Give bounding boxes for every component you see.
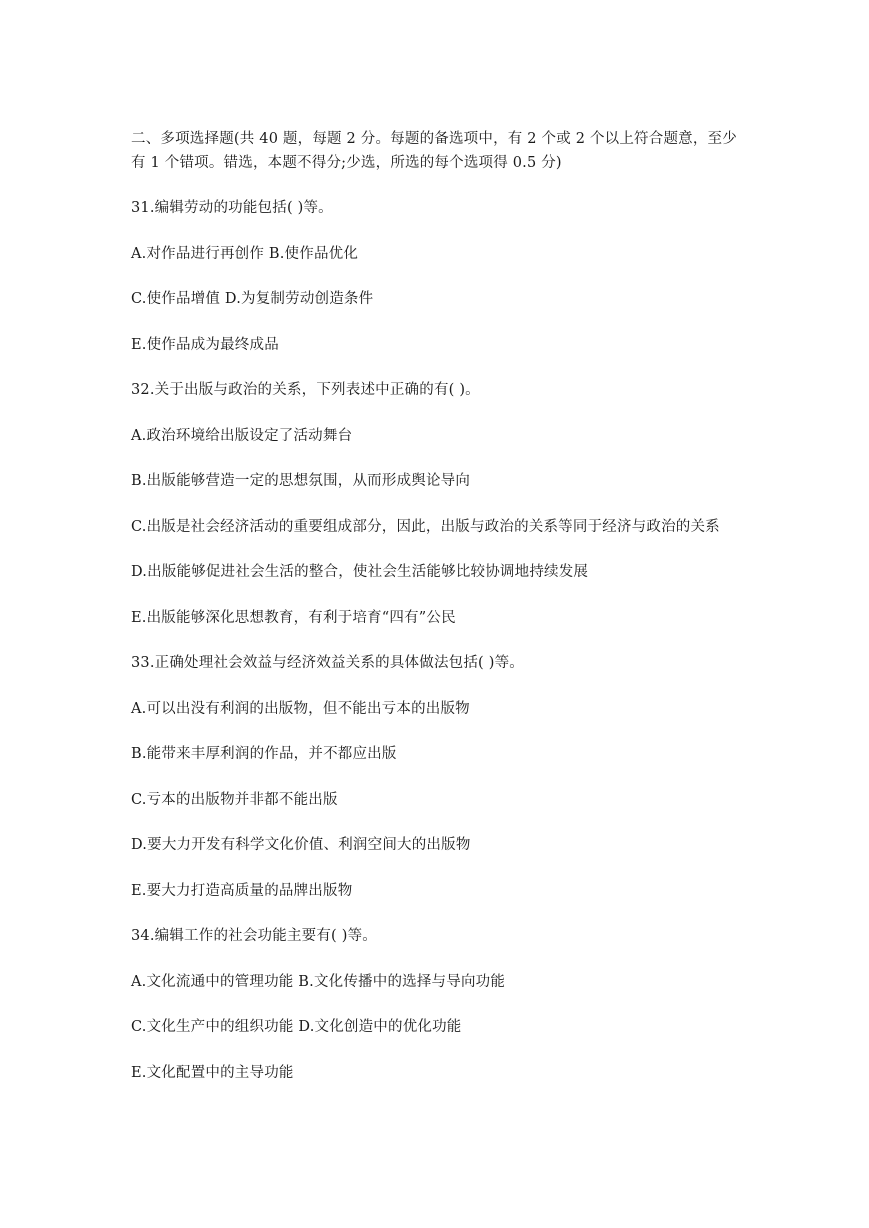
section-intro-line-2: 有 1 个错项。错选，本题不得分;少选，所选的每个选项得 0.5 分) bbox=[131, 155, 562, 171]
question-34-option-e: E.文化配置中的主导功能 bbox=[131, 1065, 294, 1081]
question-31-option-cd: C.使作品增值 D.为复制劳动创造条件 bbox=[131, 291, 374, 307]
question-34-option-ab: A.文化流通中的管理功能 B.文化传播中的选择与导向功能 bbox=[131, 974, 506, 990]
question-32-option-b: B.出版能够营造一定的思想氛围，从而形成舆论导向 bbox=[131, 473, 471, 489]
section-intro-line-1: 二、多项选择题(共 40 题，每题 2 分。每题的备选项中，有 2 个或 2 个以上符合题意，至少 bbox=[131, 131, 737, 147]
question-31-option-ab: A.对作品进行再创作 B.使作品优化 bbox=[131, 246, 359, 262]
question-33-option-d: D.要大力开发有科学文化价值、利润空间大的出版物 bbox=[131, 837, 471, 853]
question-33-option-b: B.能带来丰厚利润的作品，并不都应出版 bbox=[131, 746, 397, 762]
question-32-option-c: C.出版是社会经济活动的重要组成部分，因此，出版与政治的关系等同于经济与政治的关系 bbox=[131, 519, 720, 535]
question-33-option-e: E.要大力打造高质量的品牌出版物 bbox=[131, 883, 353, 899]
question-31-stem: 31.编辑劳动的功能包括( )等。 bbox=[131, 200, 333, 216]
question-33-stem: 33.正确处理社会效益与经济效益关系的具体做法包括( )等。 bbox=[131, 655, 524, 671]
question-32-option-d: D.出版能够促进社会生活的整合，使社会生活能够比较协调地持续发展 bbox=[131, 564, 589, 580]
question-31-option-e: E.使作品成为最终成品 bbox=[131, 337, 279, 353]
question-34-option-cd: C.文化生产中的组织功能 D.文化创造中的优化功能 bbox=[131, 1019, 462, 1035]
question-33-option-c: C.亏本的出版物并非都不能出版 bbox=[131, 792, 338, 808]
question-34-stem: 34.编辑工作的社会功能主要有( )等。 bbox=[131, 928, 377, 944]
question-32-option-e: E.出版能够深化思想教育，有利于培育“四有”公民 bbox=[131, 610, 456, 626]
question-32-option-a: A.政治环境给出版设定了活动舞台 bbox=[131, 428, 353, 444]
question-32-stem: 32.关于出版与政治的关系，下列表述中正确的有( )。 bbox=[131, 382, 480, 398]
question-33-option-a: A.可以出没有利润的出版物，但不能出亏本的出版物 bbox=[131, 701, 470, 717]
